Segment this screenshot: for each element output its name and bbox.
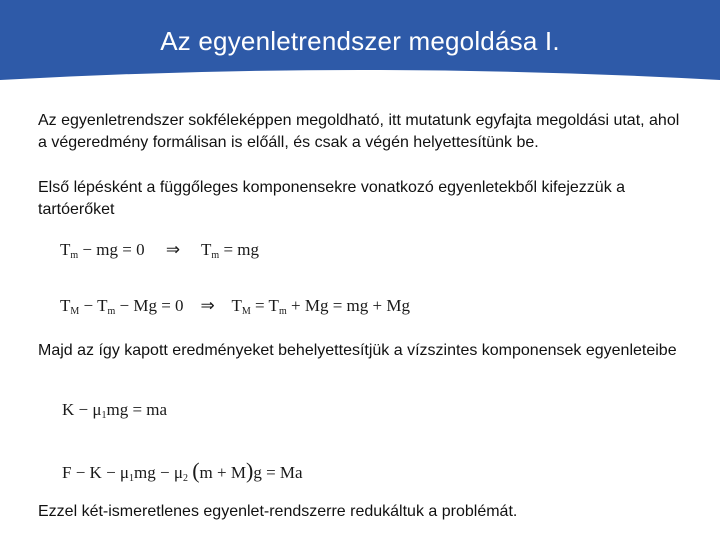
conclusion-paragraph: Ezzel két-ismeretlenes egyenlet-rendszerre redukáltuk a problémát. [38, 503, 518, 520]
intro-paragraph: Az egyenletrendszer sokféleképpen megoldható, itt mutatunk egyfajta megoldási utat, ahol a végeredmény formálisan is előáll, és csak a végén helyettesítünk be. [38, 112, 680, 151]
title-bar-curve [0, 66, 720, 80]
equation-vertical-m: $T_m$ − mg = 0 ⇒ $T_m$ = mg [60, 240, 259, 261]
step-two-paragraph: Majd az így kapott eredményeket behelyettesítjük a vízszintes komponensek egyenleteibe [38, 342, 677, 359]
equation-horizontal-2: $F - K - \mu_1mg - \mu_2$ (m + M)g = Ma [62, 458, 303, 484]
equation-horizontal-1: $K - \mu_1mg$ = ma [62, 400, 168, 421]
slide-title: Az egyenletrendszer megoldása I. [160, 26, 560, 56]
equation-vertical-M: $T_M - T_m - Mg = 0$ ⇒ $T_M = T_m + Mg$ = mg + Mg [60, 296, 410, 317]
step-one-paragraph: Első lépésként a függőleges komponensekre vonatkozó egyenletekből kifejezzük a tartóerőket [38, 179, 626, 218]
